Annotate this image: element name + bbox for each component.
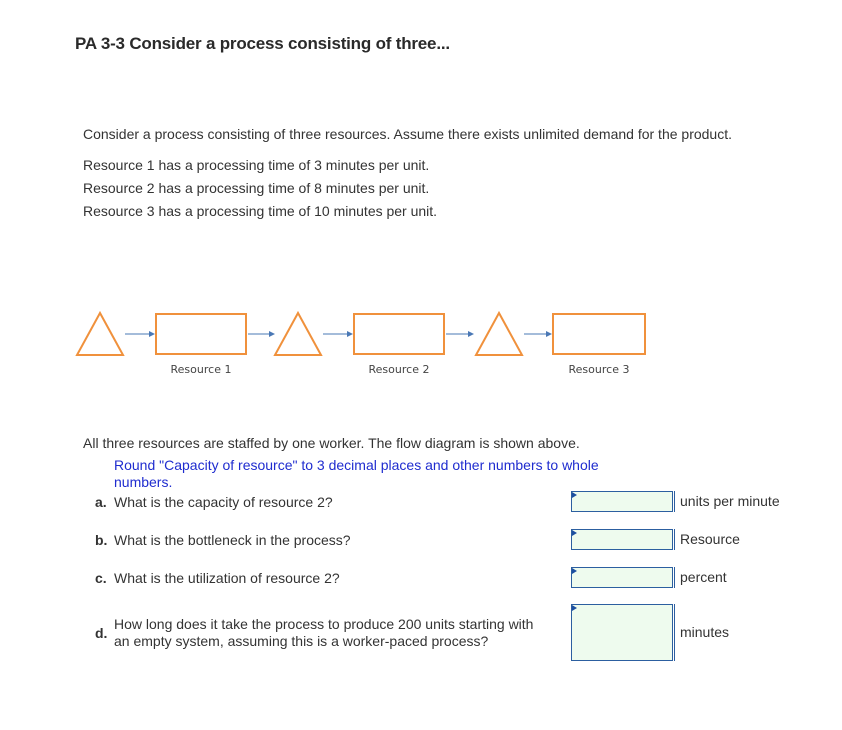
question-c-unit: percent [674, 567, 727, 588]
resource-3-box [553, 314, 645, 354]
question-d-text-line1: How long does it take the process to produce 200 units starting with [114, 616, 534, 632]
flag-icon [572, 568, 577, 574]
question-b-letter: b. [95, 532, 108, 548]
resource-2-label: Resource 2 [368, 363, 430, 376]
question-c-letter: c. [95, 570, 107, 586]
question-b-answer-input[interactable] [571, 529, 673, 550]
flag-icon [572, 492, 577, 498]
intro-text: Consider a process consisting of three resources. Assume there exists unlimited demand for the product. [83, 126, 732, 142]
flag-icon [572, 530, 577, 536]
resource-2-description: Resource 2 has a processing time of 8 minutes per unit. [83, 180, 430, 196]
question-c-text: What is the utilization of resource 2? [114, 570, 340, 586]
resource-1-label: Resource 1 [170, 363, 232, 376]
resource-1-box [156, 314, 246, 354]
page-title: PA 3-3 Consider a process consisting of three... [75, 34, 450, 53]
inventory-triangle-2 [275, 313, 321, 355]
question-a-answer-input[interactable] [571, 491, 673, 512]
flow-diagram [70, 305, 660, 385]
question-a-letter: a. [95, 494, 107, 510]
question-d-letter: d. [95, 625, 108, 641]
question-a-unit: units per minute [674, 491, 780, 512]
resource-2-box [354, 314, 444, 354]
question-a-text: What is the capacity of resource 2? [114, 494, 333, 510]
resource-1-description: Resource 1 has a processing time of 3 minutes per unit. [83, 157, 430, 173]
rounding-instruction: Round "Capacity of resource" to 3 decimal places and other numbers to whole numbers. [114, 457, 599, 490]
question-d-answer-input[interactable] [571, 604, 673, 661]
resource-3-label: Resource 3 [568, 363, 630, 376]
question-b-text: What is the bottleneck in the process? [114, 532, 351, 548]
flag-icon [572, 605, 577, 611]
inventory-triangle-3 [476, 313, 522, 355]
question-d-unit: minutes [674, 604, 729, 661]
question-b-unit: Resource [674, 529, 740, 550]
question-c-answer-input[interactable] [571, 567, 673, 588]
inventory-triangle-1 [77, 313, 123, 355]
question-d-text-line2: an empty system, assuming this is a worker-paced process? [114, 633, 489, 649]
resource-3-description: Resource 3 has a processing time of 10 minutes per unit. [83, 203, 438, 219]
staffing-text: All three resources are staffed by one worker. The flow diagram is shown above. [83, 435, 580, 451]
